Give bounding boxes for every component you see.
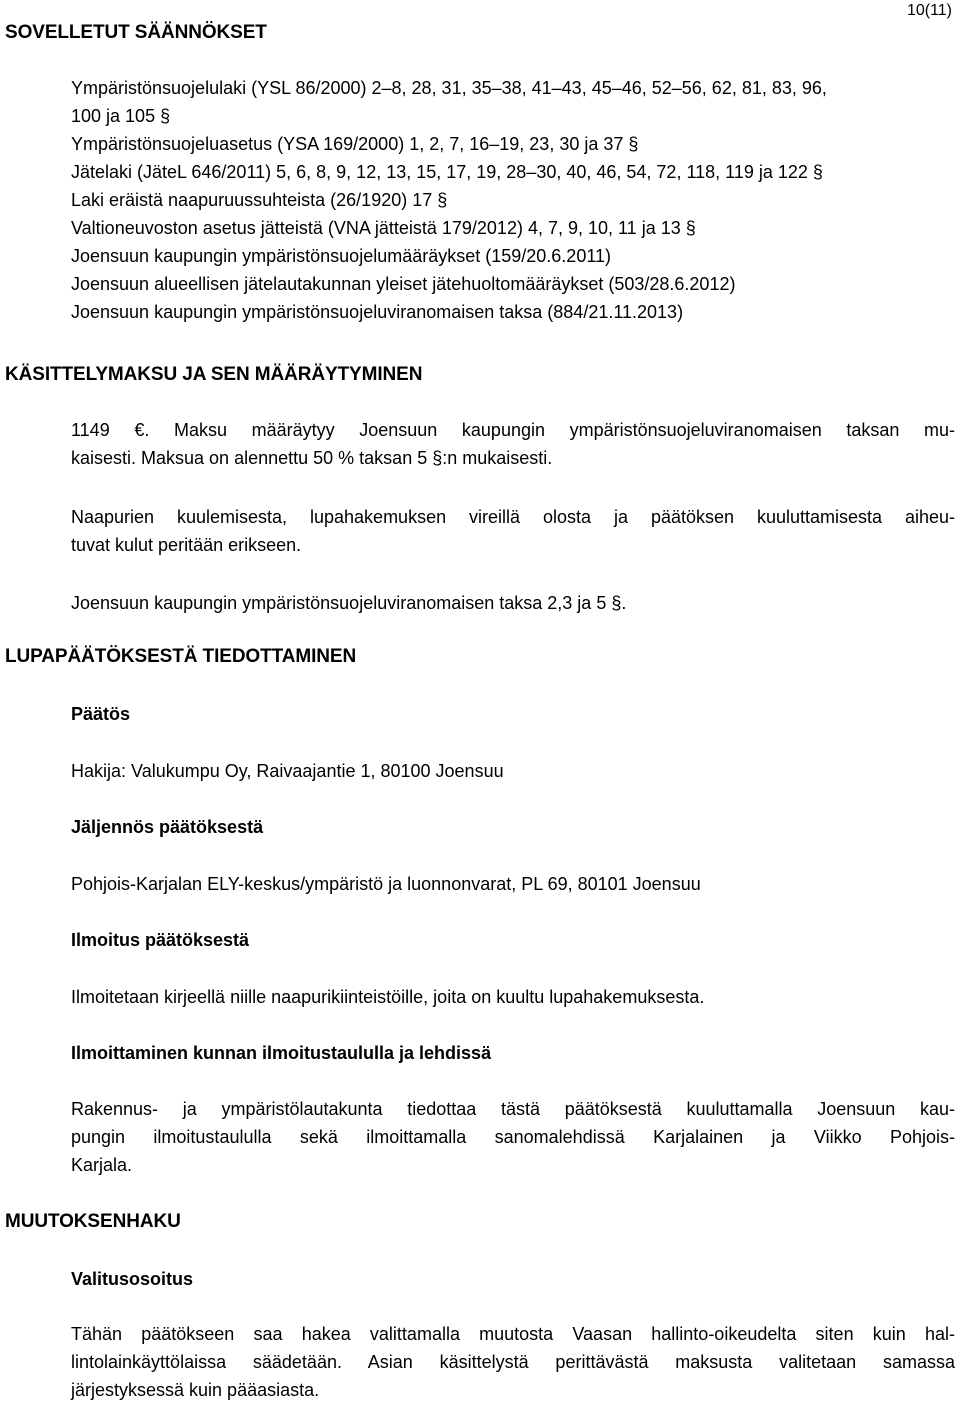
rule-line: Joensuun alueellisen jätelautakunnan yleiset jätehuoltomääräykset (503/28.6.2012) (71, 274, 736, 294)
section-title-notification: LUPAPÄÄTÖKSESTÄ TIEDOTTAMINEN (5, 646, 357, 667)
board-line: pungin ilmoitustaululla sekä ilmoittamalla sanomalehdissä Karjalainen ja Viikko Pohjois- (71, 1127, 955, 1147)
rule-line: 100 ja 105 § (71, 106, 171, 126)
rule-line: Laki eräistä naapuruussuhteista (26/1920) 17 § (71, 190, 448, 210)
board-line: Karjala. (71, 1155, 133, 1175)
rule-line: Jätelaki (JäteL 646/2011) 5, 6, 8, 9, 12, 13, 15, 17, 19, 28–30, 40, 46, 54, 72, 118, 119 ja 122 § (71, 162, 823, 182)
section-title-applied-rules: SOVELLETUT SÄÄNNÖKSET (5, 22, 267, 43)
rule-line: Ympäristönsuojeluasetus (YSA 169/2000) 1, 2, 7, 16–19, 23, 30 ja 37 § (71, 134, 639, 154)
copy-heading: Jäljennös päätöksestä (71, 817, 264, 837)
notice-heading: Ilmoitus päätöksestä (71, 930, 250, 950)
notice-text: Ilmoitetaan kirjeellä niille naapurikiinteistöille, joita on kuultu lupahakemuksesta. (71, 987, 705, 1007)
decision-heading: Päätös (71, 704, 131, 724)
applied-rules-list (71, 74, 955, 326)
section-title-fee: KÄSITTELYMAKSU JA SEN MÄÄRÄYTYMINEN (5, 364, 423, 385)
fee-line: kaisesti. Maksua on alennettu 50 % taksan 5 §:n mukaisesti. (71, 448, 553, 468)
decision-text: Hakija: Valukumpu Oy, Raivaajantie 1, 80100 Joensuu (71, 761, 504, 781)
fee-paragraph-3 (71, 589, 955, 617)
appeal-paragraph (71, 1320, 955, 1404)
rule-line: Valtioneuvoston asetus jätteistä (VNA jätteistä 179/2012) 4, 7, 9, 10, 11 ja 13 § (71, 218, 696, 238)
board-line: Rakennus- ja ympäristölautakunta tiedottaa tästä päätöksestä kuuluttamalla Joensuun kau- (71, 1099, 955, 1119)
appeal-line: lintolainkäyttölaissa säädetään. Asian käsittelystä perittävästä maksusta valitetaan samassa (71, 1352, 955, 1372)
rule-line: Joensuun kaupungin ympäristönsuojeluviranomaisen taksa (884/21.11.2013) (71, 302, 684, 322)
copy-text: Pohjois-Karjalan ELY-keskus/ympäristö ja luonnonvarat, PL 69, 80101 Joensuu (71, 874, 701, 894)
fee-line: Naapurien kuulemisesta, lupahakemuksen vireillä olosta ja päätöksen kuuluttamisesta aiheu- (71, 507, 955, 527)
appeal-heading: Valitusosoitus (71, 1269, 194, 1289)
appeal-line: Tähän päätökseen saa hakea valittamalla muutosta Vaasan hallinto-oikeudelta siten kuin hal- (71, 1324, 955, 1344)
section-title-appeal: MUUTOKSENHAKU (5, 1211, 181, 1232)
rule-line: Ympäristönsuojelulaki (YSL 86/2000) 2–8, 28, 31, 35–38, 41–43, 45–46, 52–56, 62, 81, 83, 96, (71, 78, 827, 98)
fee-line: Joensuun kaupungin ympäristönsuojeluviranomaisen taksa 2,3 ja 5 §. (71, 593, 627, 613)
board-heading: Ilmoittaminen kunnan ilmoitustaululla ja lehdissä (71, 1043, 492, 1063)
page-number: 10(11) (906, 2, 952, 19)
fee-paragraph-1 (71, 416, 955, 472)
fee-line: tuvat kulut peritään erikseen. (71, 535, 302, 555)
fee-paragraph-2 (71, 503, 955, 559)
rule-line: Joensuun kaupungin ympäristönsuojelumääräykset (159/20.6.2011) (71, 246, 612, 266)
fee-line: 1149 €. Maksu määräytyy Joensuun kaupungin ympäristönsuojeluviranomaisen taksan mu- (71, 420, 955, 440)
board-paragraph (71, 1095, 955, 1179)
appeal-line: järjestyksessä kuin pääasiasta. (71, 1380, 320, 1400)
